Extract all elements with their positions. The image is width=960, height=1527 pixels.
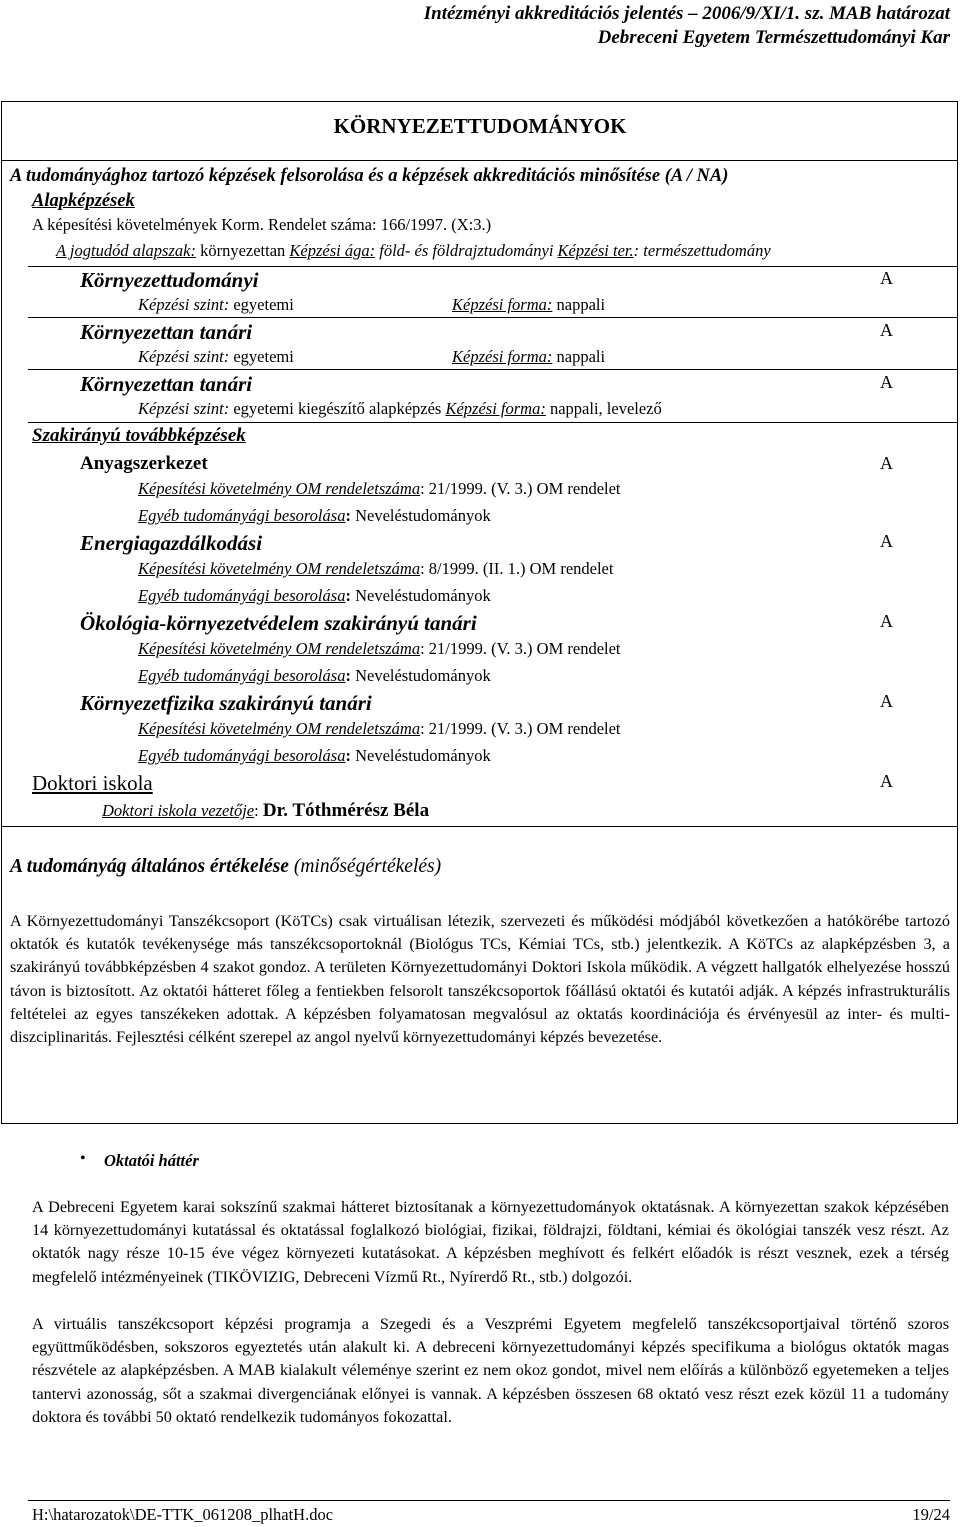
kovetelmeny xyxy=(138,559,613,579)
footer-path: H:\hatarozatok\DE-TTK_061208_plhatH.doc xyxy=(32,1505,334,1524)
forma-value: nappali, levelező xyxy=(545,399,662,418)
rendelet-line: A képesítési követelmények Korm. Rendelet száma: 166/1997. (X:3.) xyxy=(32,215,492,234)
doktori-vezeto: Doktori iskola vezetője: Dr. Tóthmérész Béla xyxy=(102,800,430,821)
program-name: Környezetfizika szakirányú tanári xyxy=(80,691,372,715)
oktatoi-heading: Oktatói háttér xyxy=(104,1151,199,1170)
table-divider xyxy=(28,317,958,318)
egyeb-value: Neveléstudományok xyxy=(355,666,491,685)
szint-label: Képzési szint: xyxy=(138,295,230,314)
szint-value: egyetemi xyxy=(229,347,294,366)
alapkepzesek-heading: Alapképzések xyxy=(32,191,135,211)
jogutod-value: környezettan xyxy=(195,241,290,260)
egyeb-besorolas: Egyéb tudományági besorolása: Neveléstudományok xyxy=(138,586,491,605)
rating: A xyxy=(880,691,893,711)
evaluation-title-rest: (minőségértékelés) xyxy=(288,856,442,877)
program-name: Ökológia-környezetvédelem szakirányú tanári xyxy=(80,611,477,635)
kepzesi-ter-label: Képzési ter. xyxy=(557,241,634,260)
rating: A xyxy=(880,531,893,551)
forma-label: Képzési forma: xyxy=(452,347,553,366)
kepzesi-forma xyxy=(452,347,605,367)
rating: A xyxy=(880,453,893,473)
kepzesi-ter-value: : természettudomány xyxy=(633,241,771,260)
jogutod-label: A jogtudód alapszak: xyxy=(56,241,196,260)
table-divider xyxy=(28,422,958,423)
egyeb-besorolas: Egyéb tudományági besorolása: Neveléstudományok xyxy=(138,506,491,525)
egyeb-label: Egyéb tudományági besorolása xyxy=(138,586,346,605)
footer-page-number: 19/24 xyxy=(912,1505,950,1524)
evaluation-title-bold: A tudományág általános értékelése xyxy=(10,856,289,877)
szint-label: Képzési szint: xyxy=(138,399,230,418)
oktatoi-paragraph-1: A Debreceni Egyetem karai sokszínű szakmai hátteret biztosítanak a környezettudományok oktatásnak. A környezettan szakok képzésében 14 környezettudományi kutatással és oktatással foglalkozó biológiai, fizikai, földrajzi, földtani, kémiai és ökológiai tanszék vesz részt. Az oktatók nagy része 10-15 éve végez környezeti kutatásokat. A képzésben meghívott és felkért előadók is részt vesznek, ezek a térség megfelelő intézményeinek (TIKÖVIZIG, Debreceni Vízmű Rt., Nyírerdő Rt., stb.) dolgozói. xyxy=(32,1198,949,1286)
header-line-1: Intézményi akkreditációs jelentés – 2006/9/XI/1. sz. MAB határozat xyxy=(423,3,950,24)
kovetelmeny-value: : 21/1999. (V. 3.) OM rendelet xyxy=(420,719,621,738)
egyeb-besorolas: Egyéb tudományági besorolása: Neveléstudományok xyxy=(138,666,491,685)
rating: A xyxy=(880,611,893,631)
table-divider xyxy=(28,266,958,267)
kovetelmeny-value: : 21/1999. (V. 3.) OM rendelet xyxy=(420,479,621,498)
rating: A xyxy=(880,372,893,392)
kovetelmeny-label: Képesítési követelmény OM rendeletszáma xyxy=(138,479,421,498)
program-name: Környezettudományi xyxy=(80,268,259,292)
kovetelmeny xyxy=(138,639,621,659)
rating: A xyxy=(880,268,893,288)
szint-label: Képzési szint: xyxy=(138,347,230,366)
kovetelmeny-value: : 8/1999. (II. 1.) OM rendelet xyxy=(420,559,614,578)
kepzesi-szint xyxy=(138,295,294,315)
vezeto-value: Dr. Tóthmérész Béla xyxy=(262,800,430,821)
egyeb-label: Egyéb tudományági besorolása xyxy=(138,746,346,765)
table-intro: A tudományághoz tartozó képzések felsorolása és a képzések akkreditációs minősítése (A / NA) xyxy=(10,166,729,186)
egyeb-label: Egyéb tudományági besorolása xyxy=(138,666,346,685)
table-divider xyxy=(1,160,958,161)
szint-value: egyetemi kiegészítő alapképzés xyxy=(229,399,446,418)
kovetelmeny-label: Képesítési követelmény OM rendeletszáma xyxy=(138,719,421,738)
szint-value: egyetemi xyxy=(229,295,294,314)
rating: A xyxy=(880,320,893,340)
szakiranyu-heading: Szakirányú továbbképzések xyxy=(32,425,246,446)
egyeb-value: Neveléstudományok xyxy=(355,586,491,605)
kepzesi-szint-forma xyxy=(138,399,662,419)
program-name: Környezettan tanári xyxy=(80,372,253,396)
footer-rule xyxy=(28,1500,950,1501)
header-line-2: Debreceni Egyetem Természettudományi Kar xyxy=(597,27,950,48)
forma-value: nappali xyxy=(552,295,606,314)
kovetelmeny xyxy=(138,719,621,739)
program-name: Környezettan tanári xyxy=(80,320,253,344)
program-name: Anyagszerkezet xyxy=(80,453,208,474)
forma-label: Képzési forma: xyxy=(452,295,553,314)
doktori-heading: Doktori iskola xyxy=(32,771,153,795)
evaluation-title xyxy=(10,856,441,878)
vezeto-label: Doktori iskola vezetője xyxy=(102,801,255,820)
table-divider xyxy=(28,369,958,370)
program-name: Energiagazdálkodási xyxy=(80,531,263,555)
rating: A xyxy=(880,771,893,791)
kovetelmeny-value: : 21/1999. (V. 3.) OM rendelet xyxy=(420,639,621,658)
kovetelmeny-label: Képesítési követelmény OM rendeletszáma xyxy=(138,559,421,578)
kepzesi-aga-label: Képzési ága: xyxy=(289,241,376,260)
bullet-icon: • xyxy=(80,1150,86,1167)
kepzesi-szint xyxy=(138,347,294,367)
egyeb-label: Egyéb tudományági besorolása xyxy=(138,506,346,525)
kovetelmeny-label: Képesítési követelmény OM rendeletszáma xyxy=(138,639,421,658)
egyeb-besorolas: Egyéb tudományági besorolása: Neveléstudományok xyxy=(138,746,491,765)
evaluation-text: A Környezettudományi Tanszékcsoport (KöTCs) csak virtuálisan létezik, szervezeti és működési módjából következően a hatókörébe tartozó oktatók és kutatók tevékenysége más tanszékcsoportoknál (Biológus TCs, Kémiai TCs, stb.) jelentkezik. A KöTCs az alapképzésben 3, a szakirányú továbbképzésben 4 szakot gondoz. A területen Környezettudományi Doktori Iskola működik. A végzett hallgatók elhelyezése hosszú távon is biztosított. Az oktatói hátteret főleg a fentiekben felsorolt tanszékcsoportok főállású oktatói és kutatói adják. A képzés infrastrukturális feltételei az egyes tanszékeken adottak. A képzésben folyamatosan megvalósul az oktatás koordinációja és érvényesül az inter- és multi-diszciplinaritás. Fejlesztési célként szerepel az angol nyelvű környezettudományi képzés bevezetése. xyxy=(10,912,950,1047)
kovetelmeny xyxy=(138,479,621,499)
kepzesi-forma xyxy=(452,295,605,315)
egyeb-value: Neveléstudományok xyxy=(355,506,491,525)
egyeb-value: Neveléstudományok xyxy=(355,746,491,765)
kepzesi-aga-value: föld- és földrajztudományi xyxy=(375,241,558,260)
oktatoi-paragraph-2: A virtuális tanszékcsoport képzési programja a Szegedi és a Veszprémi Egyetem megfelelő tanszékcsoportjaival történő szoros együttműködésben, sokszoros egyeztetés után alakult ki. A debreceni környezettudományi képzés specifikuma a biológus oktatók magas részvétele az alapképzésben. A MAB kialakult véleménye szerint ez nem okoz gondot, mivel nem előírás a különböző egyetemeken a teljes tantervi azonosság, sőt a szakmai divergenciának előnyei is vannak. A képzésben összesen 68 oktató vesz részt ezek közül 11 a tudomány doktora és további 50 oktató rendelkezik tudományos fokozattal. xyxy=(32,1315,949,1426)
section-title: KÖRNYEZETTUDOMÁNYOK xyxy=(333,114,627,138)
forma-value: nappali xyxy=(552,347,606,366)
jogutod-line xyxy=(56,241,771,261)
forma-label: Képzési forma: xyxy=(445,399,546,418)
